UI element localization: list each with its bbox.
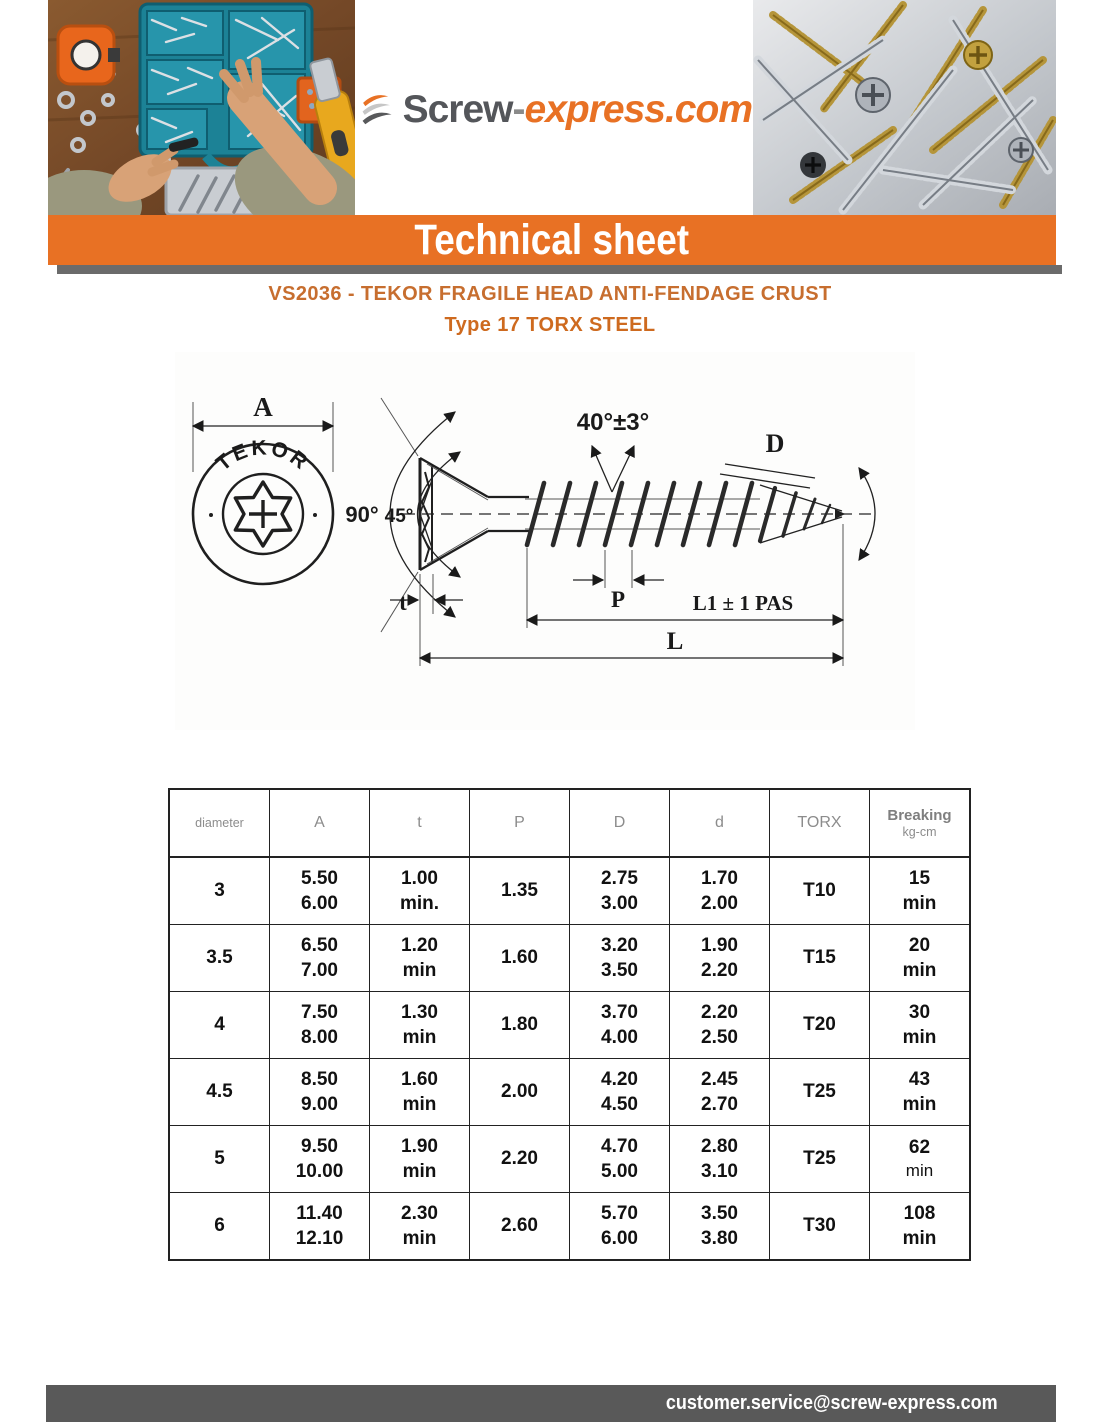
table-cell: 3.20 3.50	[570, 925, 670, 992]
table-cell: 5.70 6.00	[570, 1193, 670, 1261]
table-cell: 1.70 2.00	[670, 857, 770, 925]
table-cell: 4.5	[169, 1059, 270, 1126]
screw-diagram	[175, 352, 915, 730]
table-header-cell: diameter	[169, 789, 270, 857]
brand-name-primary: Screw	[402, 88, 513, 131]
table-cell: 3	[169, 857, 270, 925]
table-cell: 2.60	[470, 1193, 570, 1261]
banner-shadow-strip	[57, 265, 1062, 274]
table-header-cell: A	[270, 789, 370, 857]
banner-title: Technical sheet	[414, 215, 690, 264]
table-cell: T30	[770, 1193, 870, 1261]
table-cell: 6.50 7.00	[270, 925, 370, 992]
thread-length-L1-label: L1 ± 1 PAS	[692, 591, 794, 615]
table-cell: 4	[169, 992, 270, 1059]
table-cell: 2.45 2.70	[670, 1059, 770, 1126]
table-cell: 15 min	[870, 857, 971, 925]
table-cell: 5.50 6.00	[270, 857, 370, 925]
table-cell: 1.60	[470, 925, 570, 992]
screw-thread-swoosh-icon	[362, 79, 393, 141]
table-cell: 108 min	[870, 1193, 971, 1261]
table-header-cell: d	[670, 789, 770, 857]
table-header-cell: D	[570, 789, 670, 857]
screw-diagram-graphic	[175, 352, 915, 730]
dimension-A-label: A	[253, 392, 273, 422]
tekor-brand-label: TEKOR	[211, 436, 314, 476]
table-row	[169, 857, 970, 925]
table-cell: 2.20 2.50	[670, 992, 770, 1059]
table-cell: T25	[770, 1059, 870, 1126]
spec-table-head	[169, 789, 970, 857]
table-cell: 2.00	[470, 1059, 570, 1126]
table-cell: 5	[169, 1126, 270, 1193]
table-header-cell: t	[370, 789, 470, 857]
thread-angle-label: 40°±3°	[576, 409, 650, 436]
table-cell: 3.70 4.00	[570, 992, 670, 1059]
table-cell: 2.80 3.10	[670, 1126, 770, 1193]
table-row	[169, 1193, 970, 1261]
product-subtitle: Type 17 TORX STEEL	[444, 314, 656, 336]
table-cell: 2.30 min	[370, 1193, 470, 1261]
table-cell: 6	[169, 1193, 270, 1261]
brand-name	[403, 88, 752, 132]
product-title: VS2036 - TEKOR FRAGILE HEAD ANTI-FENDAGE CRUST	[268, 283, 832, 305]
table-header-cell: Breaking kg-cm	[870, 789, 971, 857]
table-cell: T25	[770, 1126, 870, 1193]
table-cell: 1.30 min	[370, 992, 470, 1059]
table-row	[169, 992, 970, 1059]
table-cell: 1.60 min	[370, 1059, 470, 1126]
table-cell: 62 min	[870, 1126, 971, 1193]
spec-table	[168, 788, 971, 1261]
table-cell: 20 min	[870, 925, 971, 992]
angle-90-label: 90°	[345, 502, 379, 527]
table-row	[169, 1059, 970, 1126]
table-cell: 1.35	[470, 857, 570, 925]
screws-photo	[753, 0, 1056, 215]
table-cell: T15	[770, 925, 870, 992]
table-cell: 2.20	[470, 1126, 570, 1193]
brand-name-suffix: express.com	[524, 88, 752, 131]
table-cell: 1.20 min	[370, 925, 470, 992]
spec-table-body	[169, 857, 970, 1260]
table-cell: 30 min	[870, 992, 971, 1059]
workbench-photo-graphic	[48, 0, 355, 215]
screw-side-view	[345, 398, 875, 666]
table-cell: T10	[770, 857, 870, 925]
table-row	[169, 925, 970, 992]
head-depth-t-label: t	[399, 590, 407, 615]
table-cell: 7.50 8.00	[270, 992, 370, 1059]
table-cell: 1.90 2.20	[670, 925, 770, 992]
technical-sheet-banner	[48, 215, 1056, 265]
spec-table-wrap	[168, 788, 971, 1261]
table-cell: 4.70 5.00	[570, 1126, 670, 1193]
total-length-L-label: L	[666, 628, 684, 655]
table-cell: 3.5	[169, 925, 270, 992]
diameter-D-label: D	[765, 429, 785, 458]
table-cell: T20	[770, 992, 870, 1059]
table-header-cell: TORX	[770, 789, 870, 857]
table-cell: 1.00 min.	[370, 857, 470, 925]
table-cell: 11.40 12.10	[270, 1193, 370, 1261]
table-row	[169, 1126, 970, 1193]
footer-email[interactable]: customer.service@screw-express.com	[666, 1392, 998, 1414]
workbench-photo	[48, 0, 355, 215]
pitch-P-label: P	[610, 587, 626, 612]
table-cell: 43 min	[870, 1059, 971, 1126]
table-cell: 1.90 min	[370, 1126, 470, 1193]
angle-45-label: 45°	[384, 506, 414, 527]
brand-name-hyphen: -	[512, 88, 525, 131]
head-front-view	[193, 392, 333, 584]
table-cell: 2.75 3.00	[570, 857, 670, 925]
brand-logo	[362, 70, 752, 150]
screws-photo-graphic	[753, 0, 1056, 215]
table-cell: 1.80	[470, 992, 570, 1059]
table-cell: 8.50 9.00	[270, 1059, 370, 1126]
table-header-cell: P	[470, 789, 570, 857]
table-cell: 4.20 4.50	[570, 1059, 670, 1126]
table-cell: 3.50 3.80	[670, 1193, 770, 1261]
table-cell: 9.50 10.00	[270, 1126, 370, 1193]
footer-bar	[46, 1385, 1056, 1422]
